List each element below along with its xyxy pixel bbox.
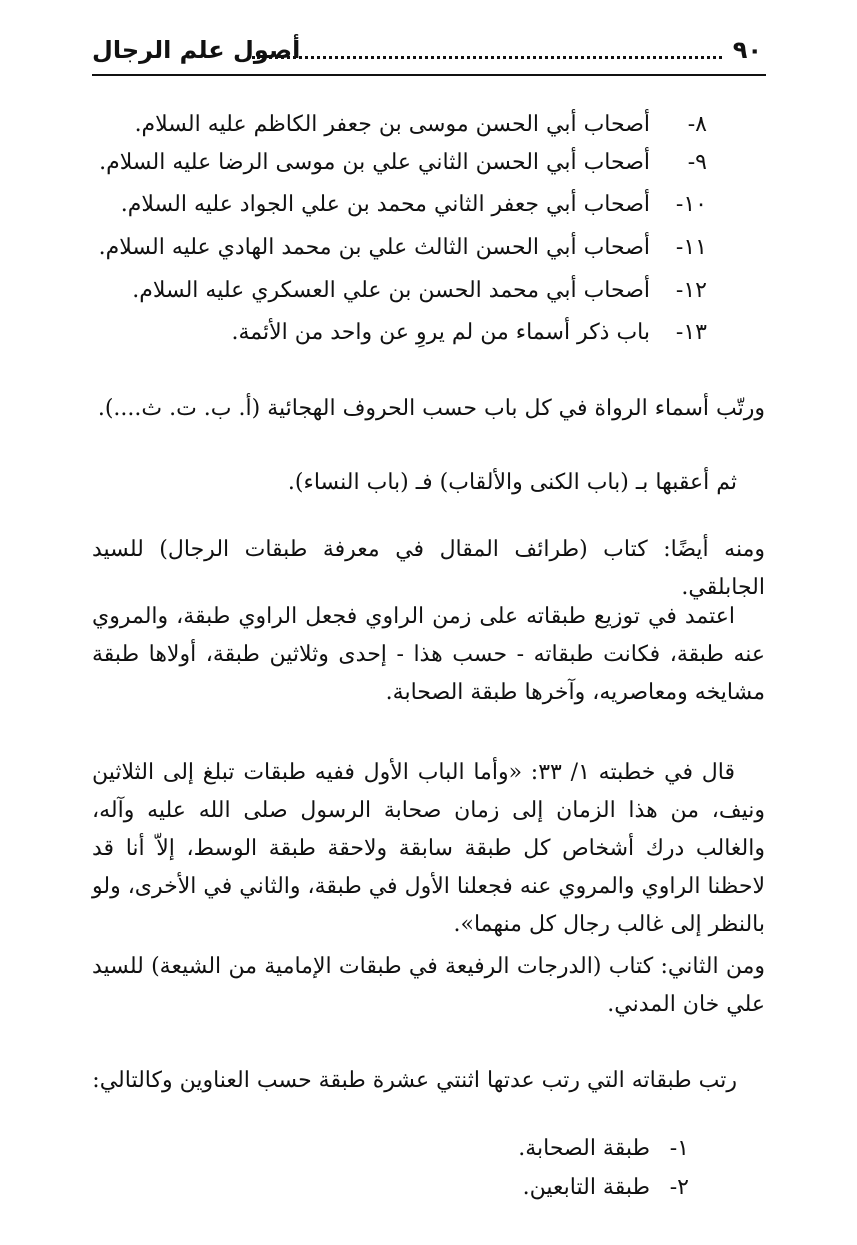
paragraph: قال في خطبته ١/ ٣٣: «وأما الباب الأول ففيه طبقات تبلغ إلى الثلاثين ونيف، من هذا الزمان إلى زمان صحابة الرسول صلى الله عليه وآله، والغالب درك أشخاص كل طبقة سابقة ولاحقة طبقة الوسط، إلاّ أنا قد لاحظنا الراوي والمروي عنه فجعلنا الأول في طبقة، والثاني في الأخرى، ولو بالنظر إلى غالب رجال كل منهما». bbox=[92, 760, 765, 937]
list-item bbox=[135, 110, 707, 140]
paragraph: ورتّب أسماء الرواة في كل باب حسب الحروف الهجائية (أ. ب. ت. ث....). bbox=[97, 396, 765, 421]
list-number: ١١- bbox=[675, 235, 707, 260]
list-text: طبقة التابعين. bbox=[522, 1175, 650, 1200]
paragraph: رتب طبقاته التي رتب عدتها اثنتي عشرة طبقة حسب العناوين وكالتالي: bbox=[92, 1068, 737, 1093]
paragraph: ومنه أيضًا: كتاب (طرائف المقال في معرفة طبقات الرجال) للسيد الجابلقي. bbox=[92, 537, 765, 600]
list-text: باب ذكر أسماء من لم يروِ عن واحد من الأئمة. bbox=[231, 320, 650, 345]
list-text: طبقة الصحابة. bbox=[518, 1136, 650, 1161]
list-text: أصحاب أبي الحسن الثاني علي بن موسى الرضا عليه السلام. bbox=[99, 150, 650, 175]
list-item bbox=[121, 190, 707, 220]
list-number: ١٣- bbox=[675, 320, 707, 345]
list-item bbox=[231, 318, 707, 348]
list-item bbox=[523, 1173, 689, 1203]
running-title: أصول علم الرجال bbox=[92, 36, 301, 64]
list-number: ٨- bbox=[687, 112, 707, 137]
list-item bbox=[99, 148, 707, 178]
list-number: ٢- bbox=[669, 1175, 689, 1200]
list-number: ١٢- bbox=[675, 278, 707, 303]
list-number: ٩- bbox=[687, 150, 707, 175]
list-item bbox=[99, 233, 707, 263]
page-number: ٩٠ bbox=[732, 36, 762, 64]
list-text: أصحاب أبي جعفر الثاني محمد بن علي الجواد عليه السلام. bbox=[120, 192, 650, 217]
list-item bbox=[518, 1134, 689, 1164]
list-item bbox=[132, 276, 707, 306]
paragraph: ثم أعقبها بـ (باب الكنى والألقاب) فـ (باب النساء). bbox=[287, 470, 737, 495]
paragraph: اعتمد في توزيع طبقاته على زمن الراوي فجعل الراوي طبقة، والمروي عنه طبقة، فكانت طبقاته - حسب هذا - إحدى وثلاثين طبقة، أولاها طبقة مشايخه ومعاصريه، وآخرها طبقة الصحابة. bbox=[92, 604, 765, 705]
paragraph: ومن الثاني: كتاب (الدرجات الرفيعة في طبقات الإمامية من الشيعة) للسيد علي خان المدني. bbox=[92, 954, 765, 1017]
list-number: ١- bbox=[669, 1136, 689, 1161]
list-text: أصحاب أبي الحسن موسى بن جعفر الكاظم عليه السلام. bbox=[134, 112, 650, 137]
list-text: أصحاب أبي الحسن الثالث علي بن محمد الهادي عليه السلام. bbox=[98, 235, 650, 260]
list-text: أصحاب أبي محمد الحسن بن علي العسكري عليه السلام. bbox=[132, 278, 650, 303]
list-number: ١٠- bbox=[675, 192, 707, 217]
